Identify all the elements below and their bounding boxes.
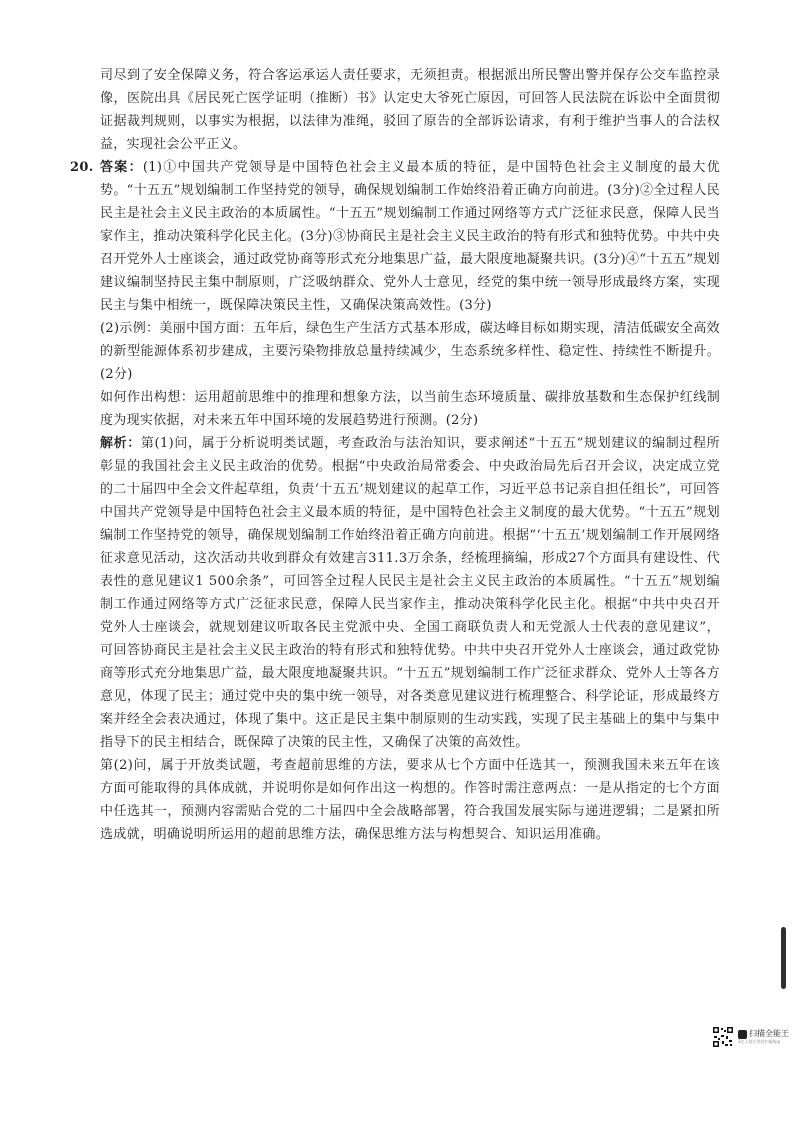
- cs-logo-icon: [738, 1030, 747, 1039]
- watermark-brand: 扫描全能王: [749, 1029, 789, 1038]
- answer-part-2: (2)示例：美丽中国方面：五年后，绿色生产生活方式基本形成，碳达峰目标如期实现，清洁低碳安全高效的新型能源体系初步建成，主要污染物排放总量持续减少，生态系统多样性、稳定性、持续性不断提升。(2分): [100, 321, 720, 382]
- analysis-label: 解析：: [100, 436, 141, 451]
- question-number: 20.: [70, 160, 94, 175]
- document-body: [70, 64, 720, 846]
- scrollbar-thumb[interactable]: [781, 927, 786, 989]
- watermark-subtitle: 3亿人都在用的扫描App: [738, 1039, 781, 1044]
- qr-code-icon: [712, 1026, 734, 1048]
- continuation-paragraph: 司尽到了安全保障义务，符合客运承运人责任要求，无须担责。根据派出所民警出警并保存公交车监控录像，医院出具《居民死亡医学证明（推断）书》认定史大爷死亡原因，可回答人民法院在诉讼中全面贯彻证据裁判规则，以事实为根据，以法律为准绳，驳回了原告的全部诉讼请求，有利于维护当事人的合法权益，实现社会公平正义。: [100, 68, 720, 152]
- answer-part-1: (1)①中国共产党领导是中国特色社会主义最本质的特征，是中国特色社会主义制度的最大优势。“十五五”规划编制工作坚持党的领导，确保规划编制工作始终沿着正确方向前进。(3分)②全过程人民民主是社会主义民主政治的本质属性。“十五五”规划编制工作通过网络等方式广泛征求民意，保障人民当家作主，推动决策科学化民主化。(3分)③协商民主是社会主义民主政治的特有形式和独特优势。中共中央召开党外人士座谈会，通过政党协商等形式充分地集思广益，最大限度地凝聚共识。(3分)④“十五五”规划建议编制坚持民主集中制原则，广泛吸纳群众、党外人士意见，经党的集中统一领导形成最终方案，实现民主与集中相统一，既保障决策民主性，又确保决策高效性。(3分): [100, 160, 720, 313]
- analysis-part-2: 第(2)问，属于开放类试题，考查超前思维的方法，要求从七个方面中任选其一，预测我国未来五年在该方面可能取得的具体成就，并说明你是如何作出这一构想的。作答时需注意两点：一是从指定的七个方面中任选其一，预测内容需贴合党的二十届四中全会战略部署，符合我国发展实际与递进逻辑；二是紧扣所选成就，明确说明所运用的超前思维方法，确保思维方法与构想契合、知识运用准确。: [100, 758, 720, 842]
- answer-block: [70, 156, 720, 317]
- answer-part-3: 如何作出构想：运用超前思维中的推理和想象方法，以当前生态环境质量、碳排放基数和生态保护红线制度为现实依据，对未来五年中国环境的发展趋势进行预测。(2分): [100, 390, 720, 428]
- analysis-part-1: 第(1)问，属于分析说明类试题，考查政治与法治知识，要求阐述“十五五”规划建议的编制过程所彰显的我国社会主义民主政治的优势。根据“中央政治局常委会、中央政治局先后召开会议，决定成立党的二十届四中全会文件起草组，负责‘十五五’规划建议的起草工作，习近平总书记亲自担任组长”，可回答中国共产党领导是中国特色社会主义最本质的特征，是中国特色社会主义制度的最大优势。“十五五”规划编制工作坚持党的领导，确保规划编制工作始终沿着正确方向前进。根据“‘十五五’规划编制工作开展网络征求意见活动，这次活动共收到群众有效建言311.3万余条，经梳理摘编，形成27个方面具有建设性、代表性的意见建议1 500余条”，可回答全过程人民民主是社会主义民主政治的本质属性。“十五五”规划编制工作通过网络等方式广泛征求民意，保障人民当家作主，推动决策科学化民主化。根据“中共中央召开党外人士座谈会，就规划建议听取各民主党派中央、全国工商联负责人和无党派人士代表的意见建议”，可回答协商民主是社会主义民主政治的特有形式和独特优势。中共中央召开党外人士座谈会，通过政党协商等形式充分地集思广益，最大限度地凝聚共识。“十五五”规划编制工作广泛征求群众、党外人士等各方意见，体现了民主；通过党中央的集中统一领导，对各类意见建议进行梳理整合、科学论证，形成最终方案并经全会表决通过，体现了集中。这正是民主集中制原则的生动实践，实现了民主基础上的集中与集中指导下的民主相结合，既保障了决策的民主性，又确保了决策的高效性。: [100, 436, 720, 750]
- scanner-watermark: [712, 1024, 794, 1050]
- analysis-block: [100, 432, 720, 754]
- answer-label: 答案：: [100, 160, 143, 175]
